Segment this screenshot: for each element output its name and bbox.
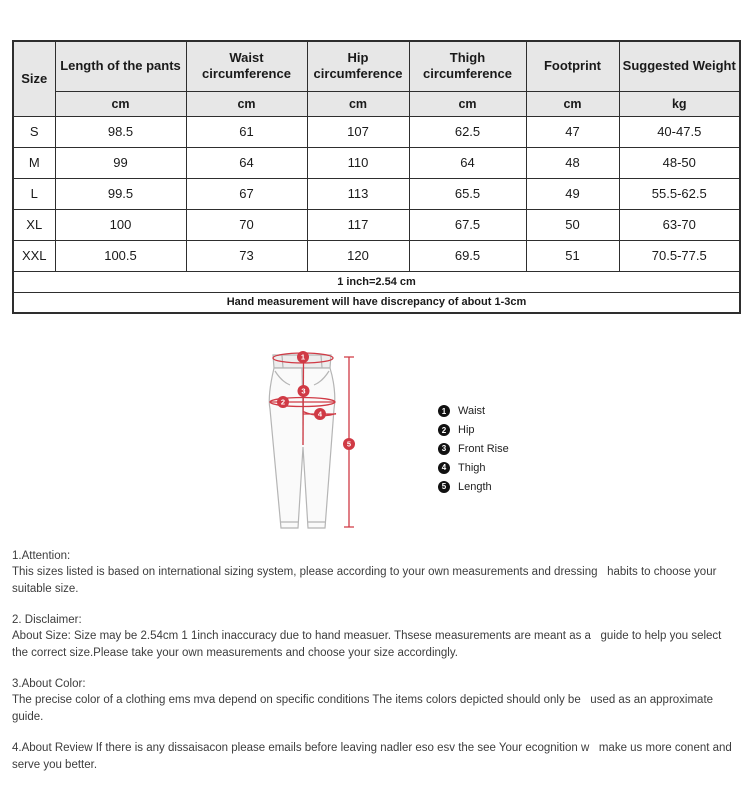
unit-hip: cm	[307, 91, 409, 116]
legend-label: Thigh	[458, 461, 486, 474]
note-about-color	[12, 676, 739, 726]
cell-waist: 61	[186, 116, 307, 147]
column-header-waist: Waist circumference	[186, 41, 307, 91]
cell-hip: 117	[307, 209, 409, 240]
note-disclaimer	[12, 612, 739, 662]
cell-hip: 113	[307, 178, 409, 209]
cell-length: 98.5	[55, 116, 186, 147]
cell-thigh: 67.5	[409, 209, 526, 240]
cell-weight: 70.5-77.5	[619, 240, 740, 271]
legend-badge-1: 1	[438, 405, 450, 417]
column-header-size: Size	[13, 41, 55, 116]
legend-item-thigh	[438, 458, 509, 477]
unit-thigh: cm	[409, 91, 526, 116]
cell-hip: 107	[307, 116, 409, 147]
cell-waist: 70	[186, 209, 307, 240]
unit-length: cm	[55, 91, 186, 116]
legend-label: Hip	[458, 424, 475, 437]
cell-size: XXL	[13, 240, 55, 271]
diagram-callout-2: 2	[280, 397, 286, 407]
cell-length: 99.5	[55, 178, 186, 209]
cell-waist: 64	[186, 147, 307, 178]
size-chart-table	[12, 40, 741, 314]
note-body: The precise color of a clothing ems mva depend on specific conditions The items colors depicted should only be used as an approximate guide.	[12, 694, 717, 723]
footnote-row	[13, 292, 740, 313]
cell-hip: 110	[307, 147, 409, 178]
front-rise-measure-line	[303, 362, 304, 445]
cell-weight: 48-50	[619, 147, 740, 178]
cell-footprint: 50	[526, 209, 619, 240]
diagram-callout-1: 1	[300, 352, 306, 362]
column-header-footprint: Footprint	[526, 41, 619, 91]
legend-item-length	[438, 477, 509, 496]
legend-badge-4: 4	[438, 462, 450, 474]
cell-footprint: 48	[526, 147, 619, 178]
cell-length: 100.5	[55, 240, 186, 271]
note-body: This sizes listed is based on international sizing system, please according to your own measurements and dressing habits to choose your suitable size.	[12, 566, 720, 595]
cell-hip: 120	[307, 240, 409, 271]
notes-section	[12, 548, 739, 788]
legend-label: Front Rise	[458, 442, 509, 455]
diagram-callout-3: 3	[301, 386, 306, 396]
cell-footprint: 51	[526, 240, 619, 271]
cell-thigh: 62.5	[409, 116, 526, 147]
column-header-hip: Hip circumference	[307, 41, 409, 91]
cell-weight: 55.5-62.5	[619, 178, 740, 209]
note-heading: 3.About Color:	[12, 678, 86, 690]
unit-footprint: cm	[526, 91, 619, 116]
unit-weight: kg	[619, 91, 740, 116]
cell-thigh: 64	[409, 147, 526, 178]
table-row-xl	[13, 209, 740, 240]
note-heading: 2. Disclaimer:	[12, 614, 82, 626]
legend-badge-5: 5	[438, 481, 450, 493]
cell-waist: 67	[186, 178, 307, 209]
cell-length: 99	[55, 147, 186, 178]
measurement-legend	[438, 402, 509, 496]
cell-size: L	[13, 178, 55, 209]
note-body: About Size: Size may be 2.54cm 1 1inch inaccuracy due to hand measuer. Thsese measurements are meant as a guide to help you select the correct size.Please take your own measurements and choose your size accordingly.	[12, 630, 725, 659]
size-chart-section	[12, 40, 739, 314]
legend-item-hip	[438, 421, 509, 440]
footnote-row	[13, 271, 740, 292]
table-row-l	[13, 178, 740, 209]
hand-measurement-note: Hand measurement will have discrepancy of about 1-3cm	[13, 292, 740, 313]
legend-label: Waist	[458, 405, 486, 418]
pants-illustration	[260, 345, 400, 545]
note-attention	[12, 548, 739, 598]
cell-length: 100	[55, 209, 186, 240]
cell-footprint: 49	[526, 178, 619, 209]
table-row-s	[13, 116, 740, 147]
legend-badge-2: 2	[438, 424, 450, 436]
cell-weight: 63-70	[619, 209, 740, 240]
unit-waist: cm	[186, 91, 307, 116]
note-heading: 1.Attention:	[12, 550, 71, 562]
column-header-length: Length of the pants	[55, 41, 186, 91]
diagram-callout-4: 4	[317, 409, 323, 419]
table-row-xxl	[13, 240, 740, 271]
cell-size: M	[13, 147, 55, 178]
legend-badge-3: 3	[438, 443, 450, 455]
measurement-diagram	[0, 345, 750, 550]
inch-conversion-note: 1 inch=2.54 cm	[13, 271, 740, 292]
column-header-weight: Suggested Weight	[619, 41, 740, 91]
cell-thigh: 65.5	[409, 178, 526, 209]
table-row-m	[13, 147, 740, 178]
column-header-thigh: Thigh circumference	[409, 41, 526, 91]
legend-label: Length	[458, 480, 492, 493]
diagram-callout-5: 5	[346, 439, 352, 449]
cell-size: XL	[13, 209, 55, 240]
cell-weight: 40-47.5	[619, 116, 740, 147]
cell-thigh: 69.5	[409, 240, 526, 271]
note-about-review	[12, 740, 739, 774]
cell-footprint: 47	[526, 116, 619, 147]
cell-size: S	[13, 116, 55, 147]
note-body: 4.About Review If there is any dissaisacon please emails before leaving nadler eso esv the see Your ecognition w make us more conent and serve you better.	[12, 742, 736, 771]
legend-item-waist	[438, 402, 509, 421]
cell-waist: 73	[186, 240, 307, 271]
legend-item-front-rise	[438, 440, 509, 459]
